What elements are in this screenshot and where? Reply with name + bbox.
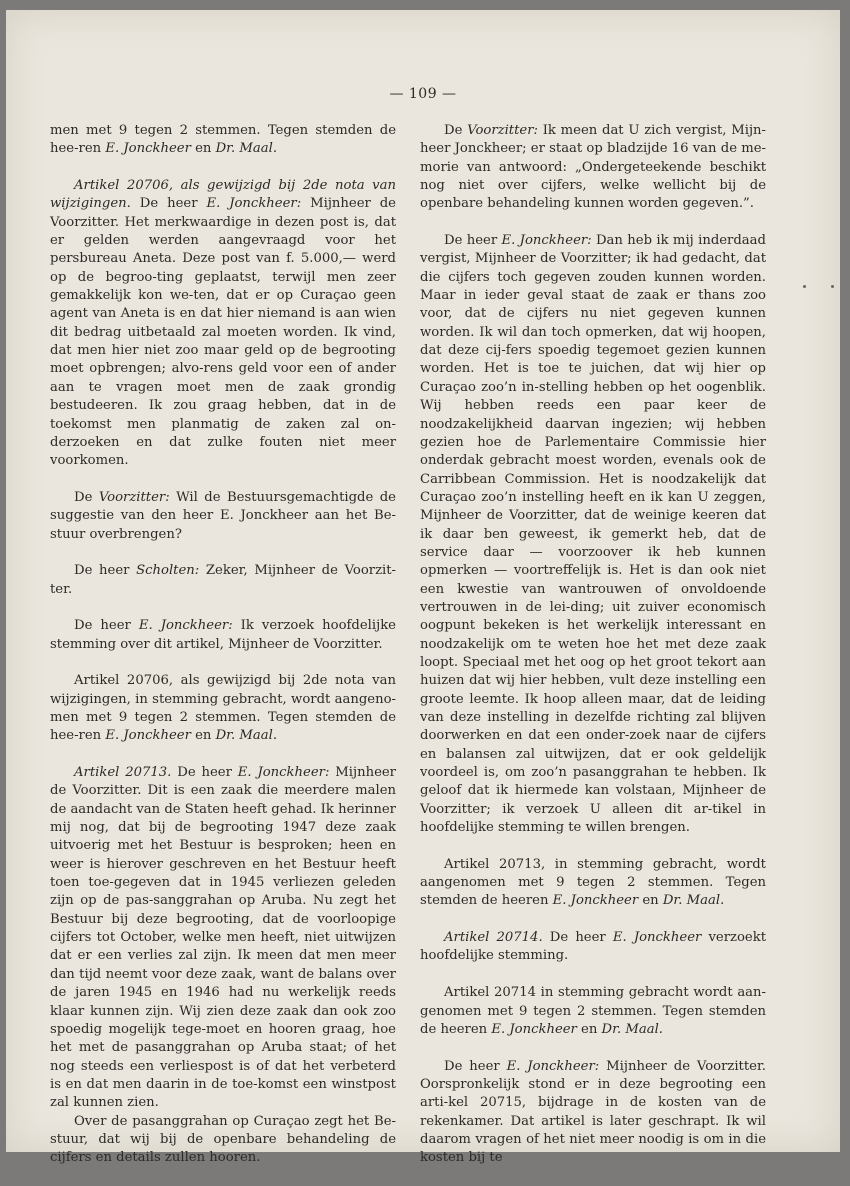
paragraph: De heer E. Jonckheer: Ik verzoek hoofdelijke stemming over dit artikel, Mijnheer de Voorzitter. [50, 618, 396, 652]
paragraph: Artikel 20713, in stemming gebracht, wordt aangenomen met 9 tegen 2 stemmen. Tegen stemden de heeren E. Jonckheer en Dr. Maal. [420, 856, 766, 909]
speaker-name: E. Jonckheer [612, 930, 702, 946]
speaker-name: E. Jonckheer: [501, 233, 592, 249]
member-name: E. Jonckheer [105, 728, 191, 744]
paragraph: Artikel 20706, als gewijzigd bij 2de nota van wijzigingen. De heer E. Jonckheer: Mijnheer de Voorzitter. Het merkwaardige in dezen post is, dat er gelden werden aangevraagd voor het persbureau Aneta. Deze post van f. 5.000,— werd op de begroo-ting geplaatst, terwijl men zeer gemakkelijk kon we-ten, dat er op Curaçao geen agent van Aneta is en dat hier niemand is aan wien dit bedrag uitbetaald zal moeten worden. Ik vind, dat men hier niet zoo maar geld op de begrooting moet opbrengen; alvo-rens geld voor een of ander aan te vragen moet men de zaak grondig bestudeeren. Ik zou graag hebben, dat in de toekomst men planmatig de zaken zal on-derzoeken en dat zulke fouten niet meer voorkomen. [50, 178, 396, 469]
speaker-name: Voorzitter: [467, 123, 538, 138]
member-name: E. Jonckheer [491, 1021, 577, 1037]
scan-speck [831, 285, 834, 288]
speaker-name: Scholten: [136, 563, 200, 579]
paragraph: Over de pasanggrahan op Curaçao zegt het Be-stuur, dat wij bij de openbare behandeling de cijfers en details zullen hooren. [50, 1113, 396, 1166]
speaker-name: E. Jonckheer: [506, 1058, 600, 1074]
article-heading: Artikel 20706, als gewijzigd bij 2de nota van wijzigingen. [50, 178, 396, 212]
left-column [50, 122, 396, 1186]
paragraph: men met 9 tegen 2 stemmen. Tegen stemden de hee-ren E. Jonckheer en Dr. Maal. [50, 123, 396, 157]
member-name: E. Jonckheer [105, 141, 191, 157]
scan-speck [803, 285, 806, 288]
speaker-name: E. Jonckheer: [237, 765, 330, 781]
paragraph: Artikel 20714 in stemming gebracht wordt aan-genomen met 9 tegen 2 stemmen. Tegen stemden de heeren E. Jonckheer en Dr. Maal. [420, 985, 766, 1037]
paragraph: Artikel 20714. De heer E. Jonckheer verzoekt hoofdelijke stemming. [420, 930, 767, 964]
paragraph: Artikel 20713. De heer E. Jonckheer: Mijnheer de Voorzitter. Dit is een zaak die meerdere malen de aandacht van de Staten heeft gehad. Ik herinner mij nog, dat bij de begrooting 1947 deze zaak uitvoerig met het Bestuur is besproken; heen en weer is hierover geschreven en het Bestuur heeft toen toe-gegeven dat in 1945 verliezen geleden zijn op de pas-sanggrahan op Aruba. Nu zegt het Bestuur bij deze begrooting, dat de voorloopige cijfers tot October, welke men heeft, niet uitwijzen dat er een verlies zal zijn. Ik meen dat men meer dan tijd neemt voor deze zaak, want de balans over de jaren 1945 en 1946 had nu werkelijk reeds klaar kunnen zijn. Wij zien deze zaak dan ook zoo spoedig mogelijk tege-moet en hooren graag, hoe het met de pasanggrahan op Aruba staat; of het nog steeds een verliespost is of dat het verbeterd is en dat men daarin in de toe-komst een winstpost zal kunnen zien. [50, 765, 396, 1111]
right-column [420, 122, 766, 1186]
paragraph: De heer E. Jonckheer: Dan heb ik mij inderdaad vergist, Mijnheer de Voorzitter; ik had gedacht, dat die cijfers toch gegeven zouden kunnen worden. Maar in ieder geval staat de zaak er thans zoo voor, dat de cijfers nu niet gegeven kunnen worden. Ik wil dan toch opmerken, dat wij hoopen, dat deze cij-fers spoedig tegemoet gezien kunnen worden. Het is toe te juichen, dat wij hier op Curaçao zoo’n in-stelling hebben op het oogenblik. Wij hebben reeds een paar keer de noodzakelijkheid daarvan ingezien; wij hebben gezien hoe de Parlementaire Commissie hier onderdak gebracht moest worden, evenals ook de Carribbean Commission. Het is noodzakelijk dat Curaçao zoo’n instelling heeft en ik kan U zeggen, Mijnheer de Voorzitter, dat de weinige keeren dat ik daar ben geweest, ik gemerkt heb, dat de service daar — voorzoover ik heb kunnen opmerken — voortreffelijk is. Het is dan ook niet een kwestie van wantrouwen of onvoldoende vertrouwen in de lei-ding; uit zuiver economisch oogpunt bekeken is het werkelijk interessant en noodzakelijk om te weten hoe het met deze zaak loopt. Speciaal met het oog op het groot tekort aan huizen dat wij hier hebben, vult deze instelling een groote leemte. Ik hoop alleen maar, dat de leiding van deze instelling in dezelfde richting zal blijven doorwerken en dat een onder-zoek naar de cijfers en balansen zal uitwijzen, dat er ook geldelijk voordeel is, om zoo’n pasanggrahan te hebben. Ik geloof dat ik hiermede kan volstaan, Mijnheer de Voorzitter; ik verzoek U alleen dit ar-tikel in hoofdelijke stemming te willen brengen. [420, 233, 766, 836]
speaker-name: E. Jonckheer: [206, 196, 302, 212]
paragraph: Artikel 20706, als gewijzigd bij 2de nota van wijzigingen, in stemming gebracht, wordt aangeno-men met 9 tegen 2 stemmen. Tegen stemden de hee-ren E. Jonckheer en Dr. Maal. [50, 673, 396, 744]
member-name: Dr. Maal. [601, 1021, 663, 1037]
paragraph: De Voorzitter: Ik meen dat U zich vergist, Mijn-heer Jonckheer; er staat op bladzijde 16 van de me-morie van antwoord: „Ondergeteekende beschikt nog niet over cijfers, welke wellicht bij de openbare behandeling kunnen worden gegeven.”. [420, 123, 766, 212]
speaker-name: E. Jonckheer: [138, 618, 233, 634]
member-name: Dr. Maal. [662, 893, 725, 909]
paragraph: De heer Scholten: Zeker, Mijnheer de Voorzit-ter. [50, 563, 396, 597]
article-heading: Artikel 20713. [74, 765, 172, 781]
speaker-name: Voorzitter: [98, 489, 170, 505]
paragraph: De Voorzitter: Wil de Bestuursgemachtigde de suggestie van den heer E. Jonckheer aan het Be-stuur overbrengen? [50, 489, 396, 542]
article-heading: Artikel 20714. [444, 930, 543, 946]
member-name: E. Jonckheer [552, 893, 639, 909]
page-number: — 109 — [389, 86, 457, 102]
member-name: Dr. Maal. [215, 141, 278, 157]
document-page [6, 10, 840, 1166]
paragraph: De heer E. Jonckheer: Mijnheer de Voorzitter. Oorspronkelijk stond er in deze begrooting een arti-kel 20715, bijdrage in de kosten van de rekenkamer. Dat artikel is later geschrapt. Ik wil daarom vragen of het niet meer noodig is om in die kosten bij te [420, 1058, 766, 1166]
member-name: Dr. Maal. [215, 728, 278, 744]
